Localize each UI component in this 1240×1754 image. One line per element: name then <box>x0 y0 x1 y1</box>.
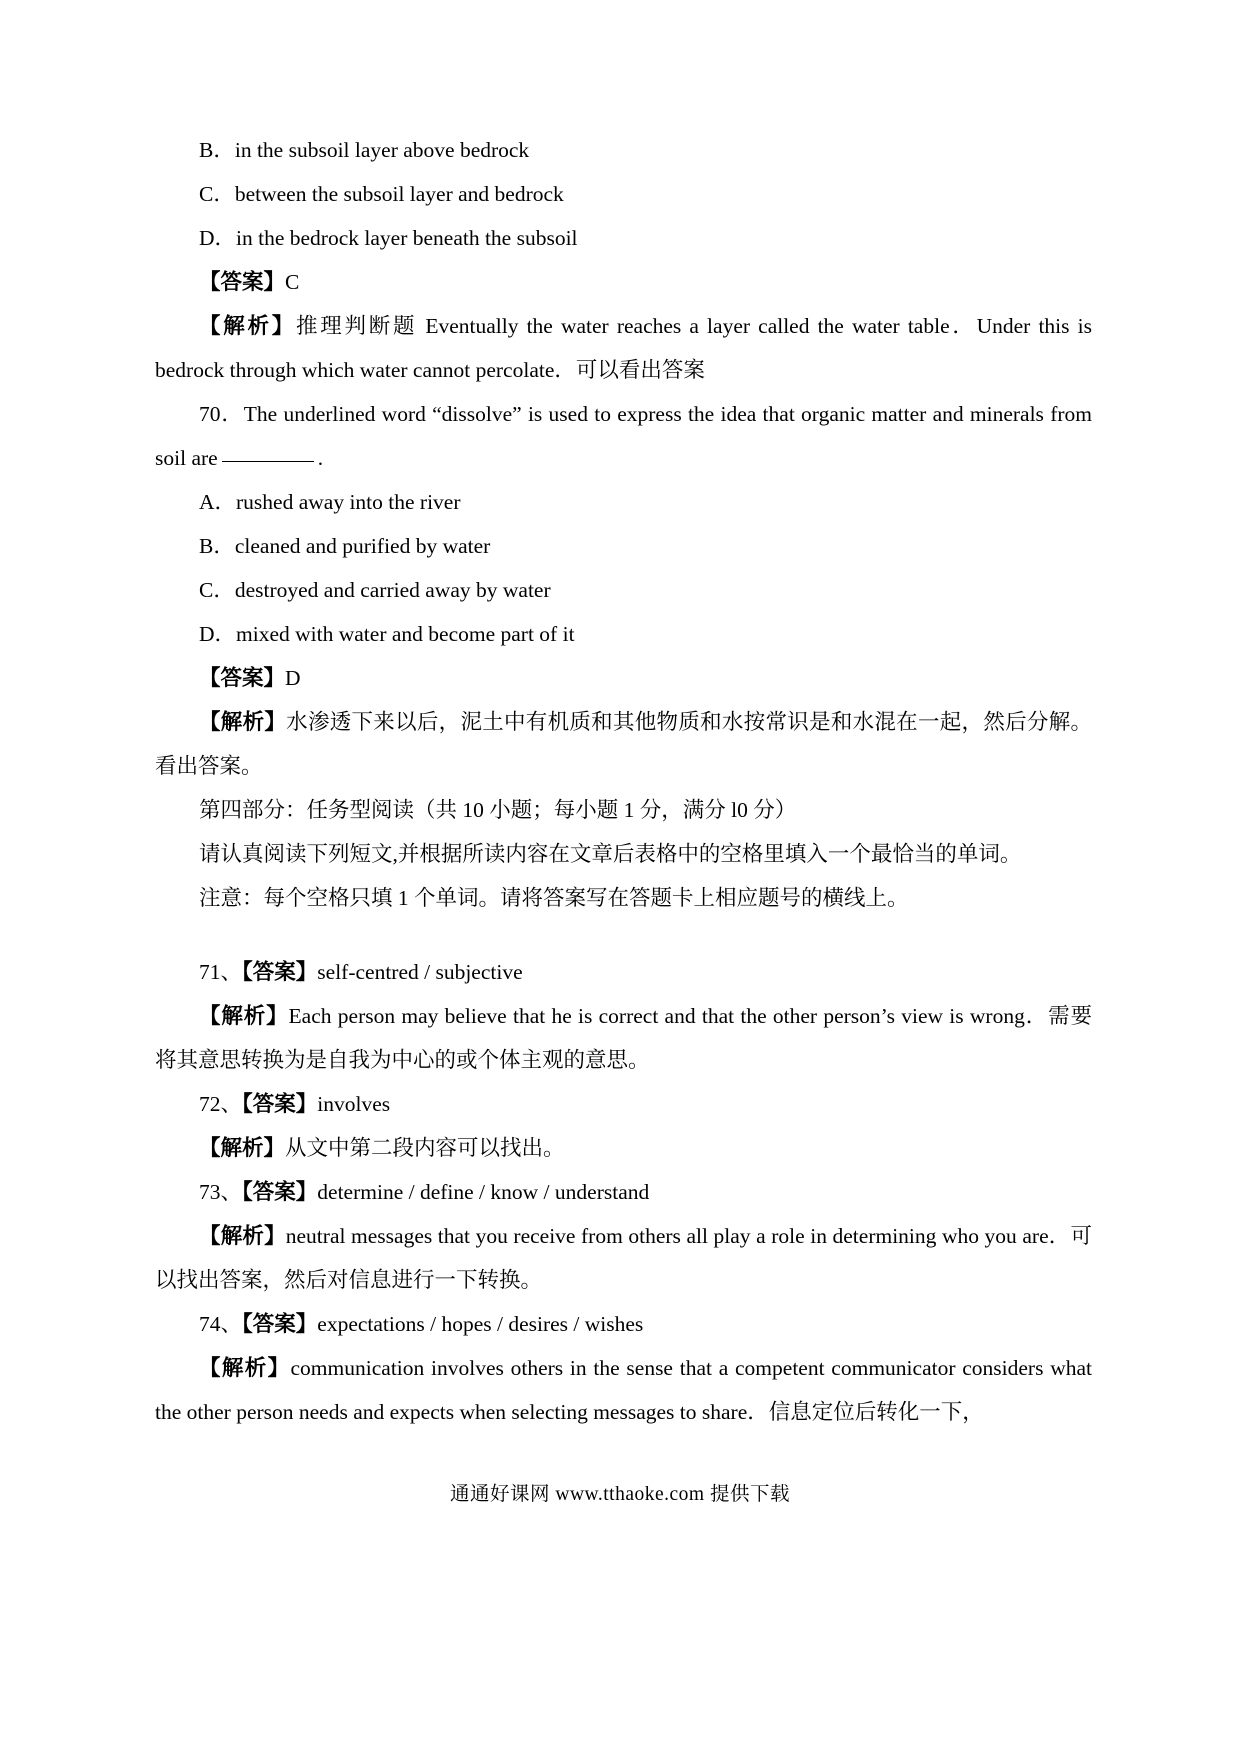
answer-line-74 <box>155 1302 1092 1346</box>
answer-line-70 <box>155 656 1092 700</box>
answer-label: 【答案】 <box>242 1312 318 1336</box>
answer-label: 【答案】 <box>242 1092 318 1116</box>
question-70-stem <box>155 392 1092 480</box>
item-number: 73、 <box>199 1180 243 1204</box>
item-number: 72、 <box>199 1092 243 1116</box>
analysis-label: 【解析】 <box>199 1004 289 1028</box>
option-item: A．rushed away into the river <box>199 490 461 514</box>
question-period: . <box>317 446 324 470</box>
answer-label: 【答案】 <box>242 1180 318 1204</box>
option-item: D．in the bedrock layer beneath the subsoil <box>199 226 578 250</box>
section-four-instruction-1: 请认真阅读下列短文,并根据所读内容在文章后表格中的空格里填入一个最恰当的单词。 <box>199 842 1022 866</box>
answer-value: determine / define / know / understand <box>317 1180 650 1204</box>
analysis-text: 从文中第二段内容可以找出。 <box>285 1136 565 1160</box>
options-group-1 <box>155 128 1092 260</box>
question-number: 70． <box>199 402 244 426</box>
page-footer: 通通好课网 www.tthaoke.com 提供下载 <box>450 1484 790 1505</box>
blank-underline <box>222 461 314 462</box>
option-item: C．destroyed and carried away by water <box>199 578 551 602</box>
analysis-label: 【解析】 <box>199 1356 291 1380</box>
analysis-label: 【解析】 <box>199 314 296 338</box>
question-text: The underlined word “dissolve” is used to express the idea that organic matter and minerals from soil are <box>155 402 1092 470</box>
analysis-line-71 <box>155 994 1092 1082</box>
answer-value: expectations / hopes / desires / wishes <box>317 1312 644 1336</box>
section-spacer <box>155 920 1092 950</box>
analysis-text: Each person may believe that he is correct and that the other person’s view is wrong．需要将其意思转换为是自我为中心的或个体主观的意思。 <box>155 1004 1092 1072</box>
option-item: B．cleaned and purified by water <box>199 534 491 558</box>
section-four-heading: 第四部分：任务型阅读（共 10 小题；每小题 1 分，满分 l0 分） <box>199 798 797 822</box>
answer-label: 【答案】 <box>242 960 318 984</box>
answer-line-71 <box>155 950 1092 994</box>
analysis-text: 水渗透下来以后，泥土中有机质和其他物质和水按常识是和水混在一起，然后分解。看出答案。 <box>155 710 1092 778</box>
analysis-text: 推理判断题 Eventually the water reaches a layer called the water table．Under this is bedrock through which water cannot percolate．可以看出答案 <box>155 314 1092 382</box>
answer-line-72 <box>155 1082 1092 1126</box>
answer-value: D <box>285 666 301 690</box>
analysis-label: 【解析】 <box>199 710 287 734</box>
item-number: 74、 <box>199 1312 243 1336</box>
analysis-text: communication involves others in the sense that a competent communicator considers what the other person needs and expects when selecting messages to share．信息定位后转化一下， <box>155 1356 1092 1424</box>
option-item: D．mixed with water and become part of it <box>199 622 575 646</box>
answer-value: C <box>285 270 300 294</box>
item-number: 71、 <box>199 960 243 984</box>
answer-value: self-centred / subjective <box>317 960 523 984</box>
analysis-line-74 <box>155 1346 1092 1434</box>
analysis-line-72 <box>155 1126 1092 1170</box>
options-group-70 <box>155 480 1092 656</box>
answer-line-1 <box>155 260 1092 304</box>
analysis-label: 【解析】 <box>199 1136 286 1160</box>
analysis-text: neutral messages that you receive from others all play a role in determining who you are．可以找出答案，然后对信息进行一下转换。 <box>155 1224 1092 1292</box>
analysis-line-70 <box>155 700 1092 788</box>
analysis-line-1 <box>155 304 1092 392</box>
analysis-label: 【解析】 <box>199 1224 286 1248</box>
answer-label: 【答案】 <box>199 666 286 690</box>
section-four-instruction-2: 注意：每个空格只填 1 个单词。请将答案写在答题卡上相应题号的横线上。 <box>199 886 909 910</box>
option-item: C．between the subsoil layer and bedrock <box>199 182 564 206</box>
answer-value: involves <box>317 1092 391 1116</box>
answer-line-73 <box>155 1170 1092 1214</box>
analysis-line-73 <box>155 1214 1092 1302</box>
answer-label: 【答案】 <box>199 270 286 294</box>
option-item: B．in the subsoil layer above bedrock <box>199 138 530 162</box>
